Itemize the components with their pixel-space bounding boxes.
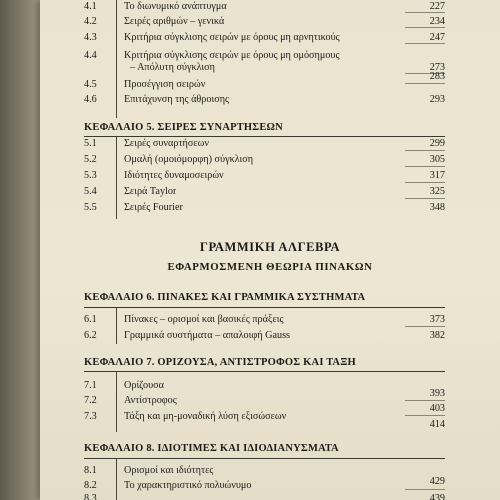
entry-title-continued: – Απόλυτη σύγκλιση [130,62,215,73]
toc-entry [40,185,500,199]
page-underline [405,12,445,13]
entry-page: 247 [429,32,445,43]
entry-number: 7.1 [84,380,97,391]
chapter-rule [84,458,445,459]
page-underline [405,150,445,151]
chapter-heading: ΚΕΦΑΛΑΙΟ 6. ΠΙΝΑΚΕΣ ΚΑΙ ΓΡΑΜΜΙΚΑ ΣΥΣΤΗΜΑΤΑ [84,292,366,303]
entry-page: 348 [429,202,445,213]
part-subtitle: ΕΦΑΡΜΟΣΜΕΝΗ ΘΕΩΡΙΑ ΠΙΝΑΚΩΝ [167,261,373,273]
entry-number: 5.2 [84,154,97,165]
entry-title: Ορίζουσα [124,380,164,391]
entry-number: 4.5 [84,79,97,90]
entry-page: 305 [429,154,445,165]
toc-entry [40,329,500,343]
entry-number: 7.2 [84,395,97,406]
page-underline [405,43,445,44]
entry-title: Ορισμοί και ιδιότητες [124,465,214,476]
entry-page: 393 [429,388,445,399]
entry-title: Σειρά Taylor [124,186,177,197]
entry-page: 403 [429,403,445,414]
entry-number: 6.1 [84,314,97,325]
entry-title: Ιδιότητες δυναμοσειρών [124,170,224,181]
entry-page: 227 [429,1,445,12]
toc-entry [40,313,500,327]
entry-title: Σειρές αριθμών – γενικά [124,16,225,27]
entry-number: 8.1 [84,465,97,476]
toc-entry [40,492,500,500]
page-underline [405,27,445,28]
entry-page: 373 [429,314,445,325]
entry-page: 429 [429,476,445,487]
entry-number: 4.6 [84,94,97,105]
entry-title: Σειρές συναρτήσεων [124,138,209,149]
entry-number: 6.2 [84,330,97,341]
entry-number: 8.2 [84,480,97,491]
entry-number: 7.3 [84,411,97,422]
entry-title: Το χαρακτηριστικό πολυώνυμο [124,480,252,491]
entry-title: Γραμμικά συστήματα – απαλοιφή Gauss [124,330,291,341]
toc-entry [40,201,500,215]
entry-page: 439 [429,493,445,500]
entry-title: Σειρές Fourier [124,202,183,213]
entry-title: Επιτάχυνση της άθροισης [124,94,230,105]
entry-title: Τάξη και μη-μοναδική λύση εξισώσεων [124,411,287,422]
entry-page: 293 [429,94,445,105]
page-underline [405,326,445,327]
entry-page: 382 [429,330,445,341]
entry-title: Το διωνυμικό ανάπτυγμα [124,1,227,12]
entry-number: 4.3 [84,32,97,43]
entry-number: 4.1 [84,1,97,12]
entry-title: Κριτήρια σύγκλισης σειρών με όρους μη αρνητικούς [124,32,340,43]
entry-page: 299 [429,138,445,149]
entry-number: 8.3 [84,493,97,500]
chapter-heading: ΚΕΦΑΛΑΙΟ 5. ΣΕΙΡΕΣ ΣΥΝΑΡΤΗΣΕΩΝ [84,122,283,133]
page-underline [405,166,445,167]
toc-entry [40,153,500,167]
entry-number: 5.5 [84,202,97,213]
entry-title: Αντίστροφος [124,395,177,406]
entry-number: 5.4 [84,186,97,197]
entry-number: 4.2 [84,16,97,27]
entry-title: Πίνακες – ορισμοί και βασικές πράξεις [124,314,284,325]
entry-page: 283 [429,71,445,82]
book-spine-shadow [0,0,40,500]
entry-page: 317 [429,170,445,181]
toc-entry [40,93,500,107]
page-underline [405,198,445,199]
entry-title: Κριτήρια σύγκλισης σειρών με όρους μη ομόσημους [124,50,340,61]
entry-page: 234 [429,16,445,27]
toc-entry [40,78,500,92]
toc-entry [40,137,500,151]
page-underline [405,182,445,183]
entry-number: 5.3 [84,170,97,181]
entry-title: Ομαλή (ομοιόμορφη) σύγκλιση [124,154,254,165]
entry-page: 325 [429,186,445,197]
chapter-rule [84,307,445,308]
toc-page [40,0,500,500]
toc-entry [40,169,500,183]
chapter-heading: ΚΕΦΑΛΑΙΟ 7. ΟΡΙΖΟΥΣΑ, ΑΝΤΙΣΤΡΟΦΟΣ ΚΑΙ ΤΑΞΗ [84,357,356,368]
entry-number: 4.4 [84,50,97,61]
chapter-rule [84,371,445,372]
part-title: ΓΡΑΜΜΙΚΗ ΑΛΓΕΒΡΑ [199,240,341,254]
entry-page: 273 [429,62,445,73]
entry-number: 5.1 [84,138,97,149]
entry-title: Προσέγγιση σειρών [124,79,206,90]
entry-page: 414 [429,419,445,430]
chapter-heading: ΚΕΦΑΛΑΙΟ 8. ΙΔΙΟΤΙΜΕΣ ΚΑΙ ΙΔΙΟΔΙΑΝΥΣΜΑΤΑ [84,443,339,454]
